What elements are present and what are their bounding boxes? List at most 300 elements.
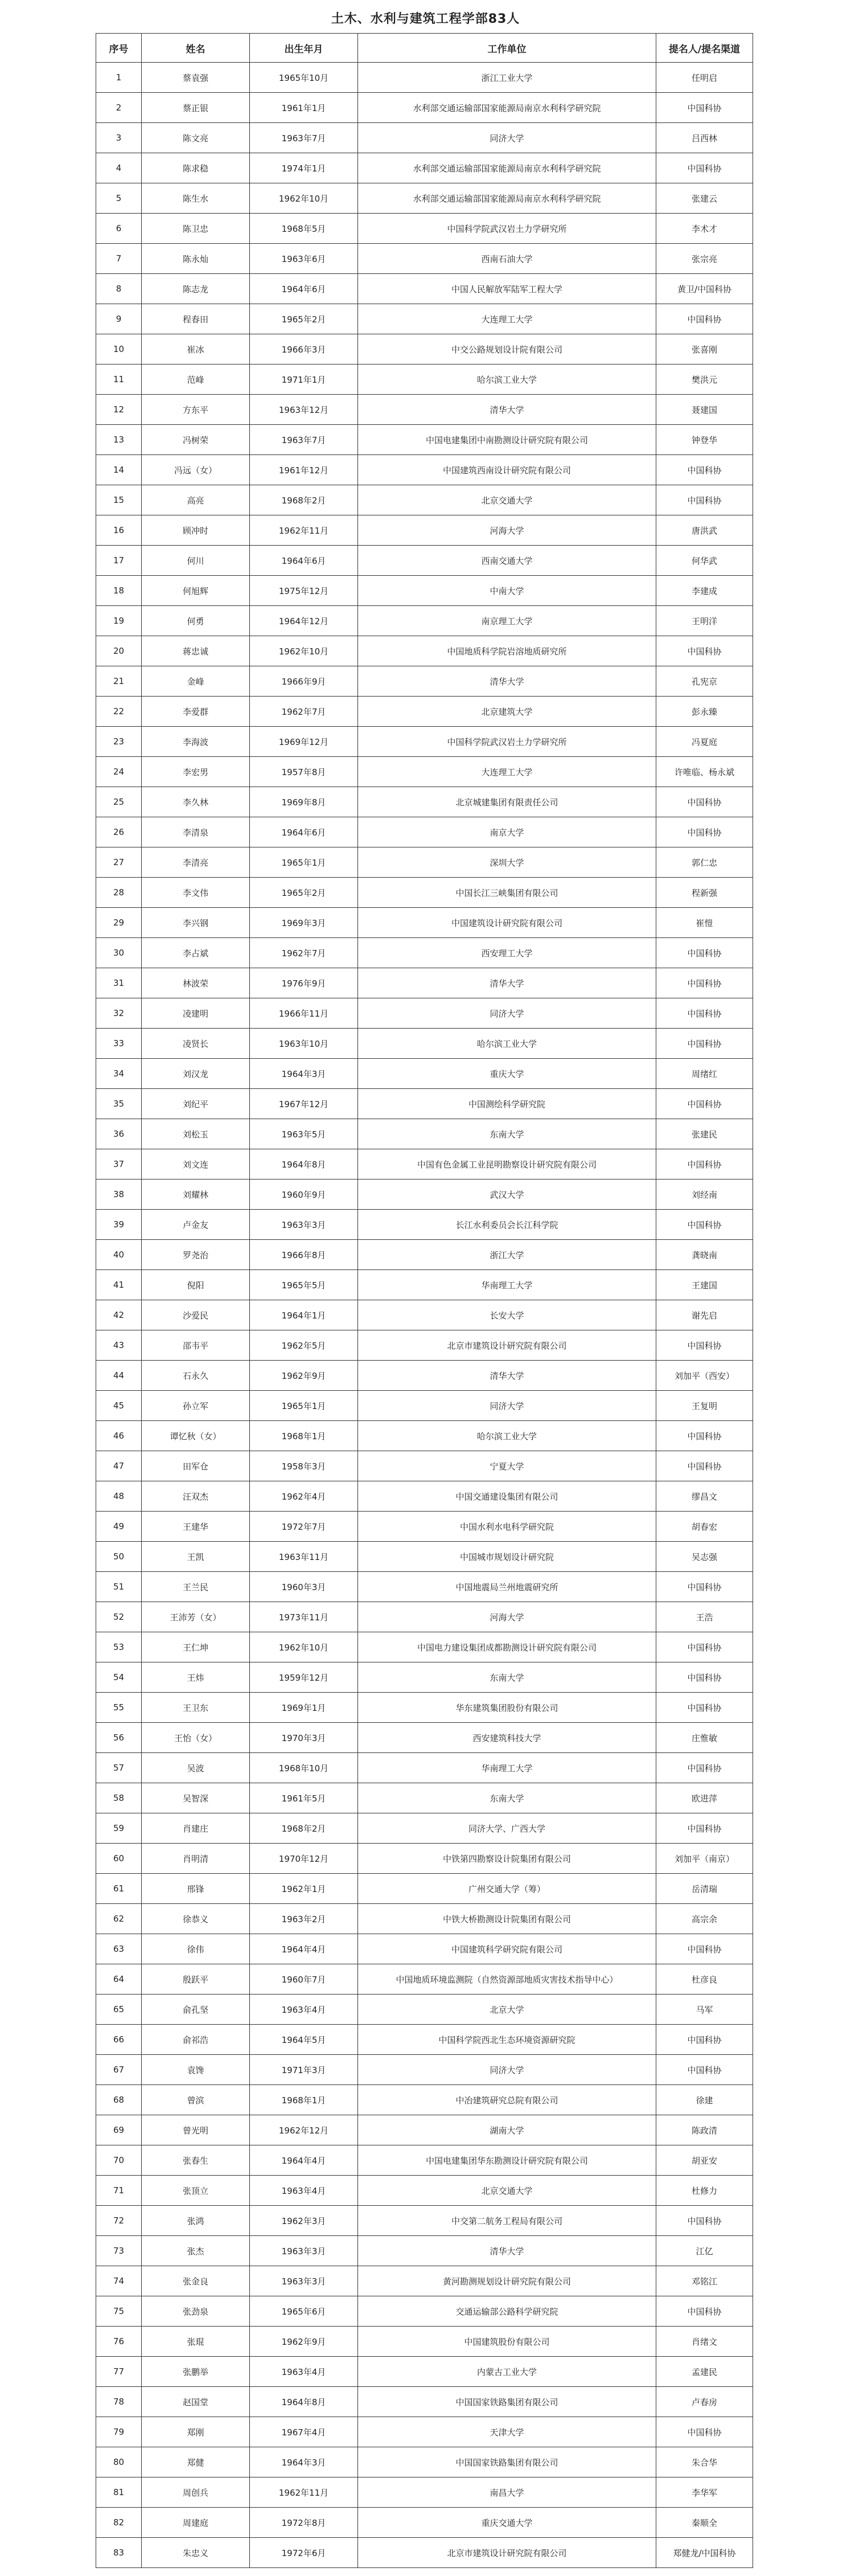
table-row <box>96 123 753 153</box>
cell-workplace: 中国建筑设计研究院有限公司 <box>358 908 656 938</box>
table-row <box>96 1934 753 1964</box>
cell-nominator: 中国科协 <box>656 1451 753 1481</box>
table-row <box>96 1210 753 1240</box>
cell-name: 冯树荣 <box>142 425 250 455</box>
table-row <box>96 1904 753 1934</box>
cell-name: 李海波 <box>142 727 250 757</box>
table-row <box>96 1964 753 1995</box>
cell-name: 王炜 <box>142 1662 250 1693</box>
table-row <box>96 1512 753 1542</box>
cell-name: 肖建庄 <box>142 1813 250 1844</box>
table-row <box>96 1783 753 1813</box>
table-row <box>96 1300 753 1330</box>
cell-workplace: 中国地质科学院岩溶地质研究所 <box>358 636 656 666</box>
cell-workplace: 重庆交通大学 <box>358 2508 656 2538</box>
table-row <box>96 1180 753 1210</box>
cell-nominator: 中国科协 <box>656 787 753 817</box>
table-row <box>96 1723 753 1753</box>
cell-nominator: 李术才 <box>656 214 753 244</box>
cell-name: 汪双杰 <box>142 1481 250 1512</box>
cell-birth-date: 1964年8月 <box>250 1149 358 1180</box>
cell-nominator: 孔宪京 <box>656 666 753 697</box>
cell-workplace: 同济大学 <box>358 1391 656 1421</box>
cell-workplace: 长安大学 <box>358 1300 656 1330</box>
cell-nominator: 钟登华 <box>656 425 753 455</box>
cell-workplace: 南昌大学 <box>358 2477 656 2508</box>
cell-nominator: 中国科协 <box>656 1632 753 1662</box>
cell-workplace: 中国人民解放军陆军工程大学 <box>358 274 656 304</box>
cell-number: 21 <box>96 666 142 697</box>
cell-nominator: 王复明 <box>656 1391 753 1421</box>
cell-nominator: 唐洪武 <box>656 515 753 546</box>
table-row <box>96 2236 753 2266</box>
cell-birth-date: 1972年7月 <box>250 1512 358 1542</box>
cell-number: 28 <box>96 878 142 908</box>
cell-workplace: 西南石油大学 <box>358 244 656 274</box>
cell-nominator: 杜彦良 <box>656 1964 753 1995</box>
table-row <box>96 2477 753 2508</box>
cell-name: 王凯 <box>142 1542 250 1572</box>
cell-number: 11 <box>96 365 142 395</box>
cell-number: 26 <box>96 817 142 847</box>
cell-workplace: 中国地质环境监测院（自然资源部地质灾害技术指导中心） <box>358 1964 656 1995</box>
table-row <box>96 425 753 455</box>
cell-name: 周建庭 <box>142 2508 250 2538</box>
cell-name: 凌建明 <box>142 998 250 1029</box>
cell-name: 陈文亮 <box>142 123 250 153</box>
cell-birth-date: 1972年8月 <box>250 2508 358 2538</box>
cell-birth-date: 1965年2月 <box>250 878 358 908</box>
cell-number: 37 <box>96 1149 142 1180</box>
cell-birth-date: 1965年2月 <box>250 304 358 334</box>
table-row <box>96 2115 753 2145</box>
table-row <box>96 153 753 183</box>
cell-birth-date: 1967年12月 <box>250 1089 358 1119</box>
table-row <box>96 2508 753 2538</box>
table-row <box>96 1270 753 1300</box>
cell-nominator: 秦顺全 <box>656 2508 753 2538</box>
table-row <box>96 968 753 998</box>
table-row <box>96 1542 753 1572</box>
cell-name: 张金良 <box>142 2266 250 2296</box>
cell-number: 45 <box>96 1391 142 1421</box>
cell-workplace: 同济大学 <box>358 123 656 153</box>
cell-workplace: 北京交通大学 <box>358 2176 656 2206</box>
cell-birth-date: 1962年11月 <box>250 2477 358 2508</box>
cell-workplace: 广州交通大学（筹） <box>358 1874 656 1904</box>
table-row <box>96 2538 753 2568</box>
table-row <box>96 304 753 334</box>
cell-birth-date: 1964年12月 <box>250 606 358 636</box>
cell-nominator: 李建成 <box>656 576 753 606</box>
cell-number: 3 <box>96 123 142 153</box>
cell-birth-date: 1961年5月 <box>250 1783 358 1813</box>
cell-number: 59 <box>96 1813 142 1844</box>
cell-name: 沙爱民 <box>142 1300 250 1330</box>
cell-number: 81 <box>96 2477 142 2508</box>
cell-name: 王沛芳（女） <box>142 1602 250 1632</box>
cell-birth-date: 1962年12月 <box>250 2115 358 2145</box>
cell-name: 王建华 <box>142 1512 250 1542</box>
cell-number: 38 <box>96 1180 142 1210</box>
cell-nominator: 中国科协 <box>656 938 753 968</box>
cell-birth-date: 1960年9月 <box>250 1180 358 1210</box>
cell-nominator: 中国科协 <box>656 998 753 1029</box>
table-row <box>96 908 753 938</box>
cell-number: 35 <box>96 1089 142 1119</box>
cell-birth-date: 1964年6月 <box>250 546 358 576</box>
cell-workplace: 南京理工大学 <box>358 606 656 636</box>
cell-nominator: 聂建国 <box>656 395 753 425</box>
cell-nominator: 中国科协 <box>656 1753 753 1783</box>
cell-birth-date: 1964年4月 <box>250 1934 358 1964</box>
cell-workplace: 交通运输部公路科学研究院 <box>358 2296 656 2327</box>
cell-name: 王兰民 <box>142 1572 250 1602</box>
table-row <box>96 2357 753 2387</box>
cell-number: 54 <box>96 1662 142 1693</box>
table-row <box>96 727 753 757</box>
cell-name: 何川 <box>142 546 250 576</box>
cell-birth-date: 1963年12月 <box>250 395 358 425</box>
cell-workplace: 中国电力建设集团成都勘测设计研究院有限公司 <box>358 1632 656 1662</box>
cell-number: 69 <box>96 2115 142 2145</box>
cell-birth-date: 1963年7月 <box>250 123 358 153</box>
cell-workplace: 清华大学 <box>358 666 656 697</box>
cell-number: 16 <box>96 515 142 546</box>
cell-number: 82 <box>96 2508 142 2538</box>
cell-nominator: 任明启 <box>656 63 753 93</box>
cell-name: 何勇 <box>142 606 250 636</box>
table-row <box>96 2447 753 2477</box>
table-row <box>96 576 753 606</box>
cell-birth-date: 1968年5月 <box>250 214 358 244</box>
cell-number: 76 <box>96 2327 142 2357</box>
cell-number: 79 <box>96 2417 142 2447</box>
cell-name: 王卫东 <box>142 1693 250 1723</box>
table-row <box>96 1813 753 1844</box>
table-body <box>96 63 753 2568</box>
cell-nominator: 彭永臻 <box>656 697 753 727</box>
table-row <box>96 2055 753 2085</box>
table-row <box>96 1481 753 1512</box>
cell-workplace: 西安理工大学 <box>358 938 656 968</box>
cell-birth-date: 1964年3月 <box>250 1059 358 1089</box>
cell-nominator: 王明洋 <box>656 606 753 636</box>
cell-name: 殷跃平 <box>142 1964 250 1995</box>
cell-number: 71 <box>96 2176 142 2206</box>
cell-number: 78 <box>96 2387 142 2417</box>
cell-workplace: 西南交通大学 <box>358 546 656 576</box>
cell-number: 34 <box>96 1059 142 1089</box>
cell-name: 俞祁浩 <box>142 2025 250 2055</box>
cell-birth-date: 1963年6月 <box>250 244 358 274</box>
cell-nominator: 郑健龙/中国科协 <box>656 2538 753 2568</box>
cell-workplace: 浙江大学 <box>358 1240 656 1270</box>
cell-workplace: 天津大学 <box>358 2417 656 2447</box>
table-row <box>96 1421 753 1451</box>
cell-number: 8 <box>96 274 142 304</box>
column-header-number: 序号 <box>96 34 142 63</box>
cell-number: 27 <box>96 847 142 878</box>
cell-workplace: 内蒙古工业大学 <box>358 2357 656 2387</box>
cell-name: 肖明清 <box>142 1844 250 1874</box>
cell-name: 邵韦平 <box>142 1330 250 1361</box>
table-row <box>96 1330 753 1361</box>
cell-workplace: 水利部交通运输部国家能源局南京水利科学研究院 <box>358 153 656 183</box>
table-row <box>96 2266 753 2296</box>
cell-nominator: 崔愷 <box>656 908 753 938</box>
cell-nominator: 李华军 <box>656 2477 753 2508</box>
table-row <box>96 183 753 214</box>
cell-nominator: 程新强 <box>656 878 753 908</box>
cell-birth-date: 1966年3月 <box>250 334 358 365</box>
cell-number: 9 <box>96 304 142 334</box>
cell-nominator: 高宗余 <box>656 1904 753 1934</box>
cell-number: 29 <box>96 908 142 938</box>
cell-workplace: 南京大学 <box>358 817 656 847</box>
cell-nominator: 刘加平（西安） <box>656 1361 753 1391</box>
table-row <box>96 757 753 787</box>
cell-birth-date: 1968年2月 <box>250 485 358 515</box>
table-row <box>96 334 753 365</box>
cell-birth-date: 1969年3月 <box>250 908 358 938</box>
cell-name: 周创兵 <box>142 2477 250 2508</box>
cell-workplace: 中冶建筑研究总院有限公司 <box>358 2085 656 2115</box>
cell-workplace: 中国长江三峡集团有限公司 <box>358 878 656 908</box>
cell-birth-date: 1963年11月 <box>250 1542 358 1572</box>
cell-birth-date: 1964年1月 <box>250 1300 358 1330</box>
cell-number: 24 <box>96 757 142 787</box>
cell-workplace: 中国地震局兰州地震研究所 <box>358 1572 656 1602</box>
table-row <box>96 546 753 576</box>
page-title: 土木、水利与建筑工程学部83人 <box>331 12 520 26</box>
cell-number: 74 <box>96 2266 142 2296</box>
table-row <box>96 1602 753 1632</box>
cell-number: 41 <box>96 1270 142 1300</box>
cell-birth-date: 1972年6月 <box>250 2538 358 2568</box>
cell-workplace: 湖南大学 <box>358 2115 656 2145</box>
cell-nominator: 陈政清 <box>656 2115 753 2145</box>
cell-nominator: 樊洪元 <box>656 365 753 395</box>
cell-nominator: 卢春房 <box>656 2387 753 2417</box>
cell-name: 朱忠义 <box>142 2538 250 2568</box>
cell-nominator: 胡春宏 <box>656 1512 753 1542</box>
table-row <box>96 93 753 123</box>
table-row <box>96 274 753 304</box>
candidate-table <box>96 33 753 2568</box>
cell-birth-date: 1965年1月 <box>250 847 358 878</box>
cell-number: 5 <box>96 183 142 214</box>
cell-workplace: 大连理工大学 <box>358 304 656 334</box>
cell-number: 6 <box>96 214 142 244</box>
cell-number: 61 <box>96 1874 142 1904</box>
cell-birth-date: 1964年5月 <box>250 2025 358 2055</box>
cell-workplace: 中铁大桥勘测设计院集团有限公司 <box>358 1904 656 1934</box>
table-row <box>96 1693 753 1723</box>
cell-birth-date: 1963年7月 <box>250 425 358 455</box>
column-header-name: 姓名 <box>142 34 250 63</box>
cell-workplace: 清华大学 <box>358 395 656 425</box>
column-header-birth-date: 出生年月 <box>250 34 358 63</box>
cell-birth-date: 1961年12月 <box>250 455 358 485</box>
table-row <box>96 697 753 727</box>
cell-birth-date: 1963年10月 <box>250 1029 358 1059</box>
cell-birth-date: 1963年4月 <box>250 1995 358 2025</box>
table-row <box>96 1662 753 1693</box>
cell-number: 30 <box>96 938 142 968</box>
table-row <box>96 515 753 546</box>
cell-nominator: 中国科协 <box>656 1330 753 1361</box>
table-row <box>96 2025 753 2055</box>
cell-nominator: 中国科协 <box>656 1662 753 1693</box>
cell-birth-date: 1962年10月 <box>250 636 358 666</box>
cell-number: 65 <box>96 1995 142 2025</box>
cell-number: 72 <box>96 2206 142 2236</box>
cell-nominator: 中国科协 <box>656 485 753 515</box>
cell-workplace: 同济大学 <box>358 998 656 1029</box>
cell-birth-date: 1976年9月 <box>250 968 358 998</box>
cell-birth-date: 1963年3月 <box>250 2236 358 2266</box>
cell-workplace: 浙江工业大学 <box>358 63 656 93</box>
cell-workplace: 中国国家铁路集团有限公司 <box>358 2447 656 2477</box>
cell-workplace: 中国国家铁路集团有限公司 <box>358 2387 656 2417</box>
column-header-nominator: 提名人/提名渠道 <box>656 34 753 63</box>
cell-workplace: 清华大学 <box>358 2236 656 2266</box>
cell-number: 50 <box>96 1542 142 1572</box>
cell-nominator: 中国科协 <box>656 1210 753 1240</box>
cell-name: 石永久 <box>142 1361 250 1391</box>
cell-name: 郑健 <box>142 2447 250 2477</box>
cell-workplace: 华南理工大学 <box>358 1753 656 1783</box>
table-row <box>96 485 753 515</box>
cell-name: 蒋忠诚 <box>142 636 250 666</box>
cell-nominator: 江亿 <box>656 2236 753 2266</box>
table-row <box>96 395 753 425</box>
column-header-workplace: 工作单位 <box>358 34 656 63</box>
cell-workplace: 北京建筑大学 <box>358 697 656 727</box>
table-row <box>96 1572 753 1602</box>
cell-number: 83 <box>96 2538 142 2568</box>
cell-number: 42 <box>96 1300 142 1330</box>
cell-name: 李文伟 <box>142 878 250 908</box>
cell-workplace: 重庆大学 <box>358 1059 656 1089</box>
table-row <box>96 1874 753 1904</box>
table-row <box>96 2327 753 2357</box>
cell-birth-date: 1975年12月 <box>250 576 358 606</box>
cell-birth-date: 1966年8月 <box>250 1240 358 1270</box>
cell-number: 22 <box>96 697 142 727</box>
cell-number: 7 <box>96 244 142 274</box>
cell-birth-date: 1957年8月 <box>250 757 358 787</box>
cell-number: 33 <box>96 1029 142 1059</box>
cell-number: 68 <box>96 2085 142 2115</box>
table-row <box>96 636 753 666</box>
cell-nominator: 中国科协 <box>656 1813 753 1844</box>
cell-name: 邢锋 <box>142 1874 250 1904</box>
cell-name: 徐伟 <box>142 1934 250 1964</box>
cell-number: 1 <box>96 63 142 93</box>
cell-name: 罗尧治 <box>142 1240 250 1270</box>
cell-name: 卢金友 <box>142 1210 250 1240</box>
cell-workplace: 北京城建集团有限责任公司 <box>358 787 656 817</box>
cell-nominator: 中国科协 <box>656 455 753 485</box>
cell-number: 40 <box>96 1240 142 1270</box>
table-row <box>96 2206 753 2236</box>
cell-workplace: 河海大学 <box>358 1602 656 1632</box>
cell-nominator: 王浩 <box>656 1602 753 1632</box>
cell-birth-date: 1971年1月 <box>250 365 358 395</box>
cell-name: 张春生 <box>142 2145 250 2176</box>
cell-nominator: 中国科协 <box>656 1693 753 1723</box>
table-row <box>96 63 753 93</box>
cell-name: 刘汉龙 <box>142 1059 250 1089</box>
cell-number: 4 <box>96 153 142 183</box>
cell-name: 王怡（女） <box>142 1723 250 1753</box>
cell-workplace: 东南大学 <box>358 1783 656 1813</box>
cell-birth-date: 1965年10月 <box>250 63 358 93</box>
cell-name: 俞孔坚 <box>142 1995 250 2025</box>
table-row <box>96 1753 753 1783</box>
cell-number: 58 <box>96 1783 142 1813</box>
cell-nominator: 缪昌文 <box>656 1481 753 1512</box>
table-row <box>96 666 753 697</box>
cell-birth-date: 1961年1月 <box>250 93 358 123</box>
cell-nominator: 刘加平（南京） <box>656 1844 753 1874</box>
cell-number: 73 <box>96 2236 142 2266</box>
cell-name: 李宏男 <box>142 757 250 787</box>
cell-birth-date: 1969年8月 <box>250 787 358 817</box>
cell-nominator: 王建国 <box>656 1270 753 1300</box>
cell-name: 张鸿 <box>142 2206 250 2236</box>
cell-number: 66 <box>96 2025 142 2055</box>
cell-workplace: 中铁第四勘察设计院集团有限公司 <box>358 1844 656 1874</box>
cell-name: 李爱群 <box>142 697 250 727</box>
table-row <box>96 2417 753 2447</box>
cell-name: 刘耀林 <box>142 1180 250 1210</box>
cell-name: 李清泉 <box>142 817 250 847</box>
cell-name: 赵国堂 <box>142 2387 250 2417</box>
cell-nominator: 中国科协 <box>656 2055 753 2085</box>
cell-birth-date: 1971年3月 <box>250 2055 358 2085</box>
cell-number: 70 <box>96 2145 142 2176</box>
cell-name: 崔冰 <box>142 334 250 365</box>
cell-name: 谭忆秋（女） <box>142 1421 250 1451</box>
cell-name: 金峰 <box>142 666 250 697</box>
cell-birth-date: 1960年7月 <box>250 1964 358 1995</box>
cell-number: 47 <box>96 1451 142 1481</box>
cell-nominator: 欧进萍 <box>656 1783 753 1813</box>
cell-workplace: 深圳大学 <box>358 847 656 878</box>
table-row <box>96 787 753 817</box>
cell-number: 80 <box>96 2447 142 2477</box>
cell-nominator: 中国科协 <box>656 1089 753 1119</box>
cell-birth-date: 1962年10月 <box>250 1632 358 1662</box>
cell-number: 75 <box>96 2296 142 2327</box>
cell-nominator: 吴志强 <box>656 1542 753 1572</box>
cell-name: 陈求稳 <box>142 153 250 183</box>
cell-nominator: 邓铭江 <box>656 2266 753 2296</box>
cell-nominator: 中国科协 <box>656 2206 753 2236</box>
cell-workplace: 水利部交通运输部国家能源局南京水利科学研究院 <box>358 183 656 214</box>
cell-nominator: 中国科协 <box>656 2296 753 2327</box>
cell-birth-date: 1962年9月 <box>250 1361 358 1391</box>
cell-birth-date: 1969年12月 <box>250 727 358 757</box>
cell-number: 25 <box>96 787 142 817</box>
cell-number: 49 <box>96 1512 142 1542</box>
cell-workplace: 西安建筑科技大学 <box>358 1723 656 1753</box>
table-header-row <box>96 34 753 63</box>
cell-workplace: 长江水利委员会长江科学院 <box>358 1210 656 1240</box>
